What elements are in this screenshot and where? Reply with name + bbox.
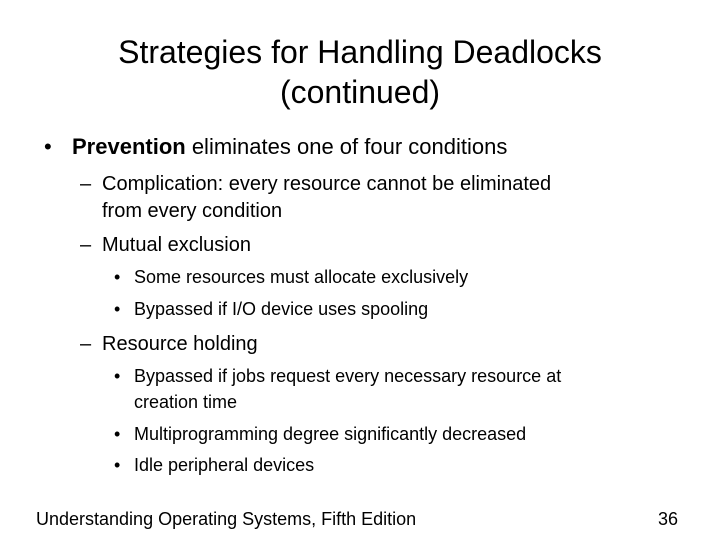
sub-bullet-text: Mutual exclusion: [102, 234, 251, 256]
sub-bullet-text-line-1: Complication: every resource cannot be eliminated: [102, 173, 552, 195]
slide-title: [0, 32, 720, 112]
slide-title-line-1: Strategies for Handling Deadlocks: [118, 34, 602, 70]
footer-source: Understanding Operating Systems, Fifth Edition: [36, 509, 417, 529]
bullet-marker: •: [114, 299, 121, 319]
page-number: 36: [657, 509, 678, 529]
sub-sub-bullet-text: Idle peripheral devices: [134, 455, 315, 475]
dash-marker: –: [80, 333, 92, 355]
dash-marker: –: [80, 234, 92, 256]
sub-sub-bullet-text: Some resources must allocate exclusively: [134, 267, 469, 287]
sub-sub-bullet-text-line-2: creation time: [134, 392, 238, 412]
bullet-text: eliminates one of four conditions: [185, 134, 508, 159]
bullet-marker: •: [114, 267, 121, 287]
sub-sub-bullet-text: Bypassed if I/O device uses spooling: [134, 299, 429, 319]
sub-sub-bullet-text: Multiprogramming degree significantly decreased: [134, 424, 527, 444]
slide-title-line-2: (continued): [279, 74, 441, 110]
sub-bullet-text: Resource holding: [102, 333, 258, 355]
bullet-marker: •: [114, 424, 121, 444]
bullet-marker: •: [114, 455, 121, 475]
sub-bullet-text-line-2: from every condition: [102, 200, 283, 222]
bullet-bold-term: Prevention: [72, 134, 186, 159]
sub-sub-bullet-text-line-1: Bypassed if jobs request every necessary resource at: [134, 366, 562, 386]
dash-marker: –: [80, 173, 92, 195]
bullet-marker: •: [44, 134, 52, 159]
bullet-marker: •: [114, 366, 121, 386]
